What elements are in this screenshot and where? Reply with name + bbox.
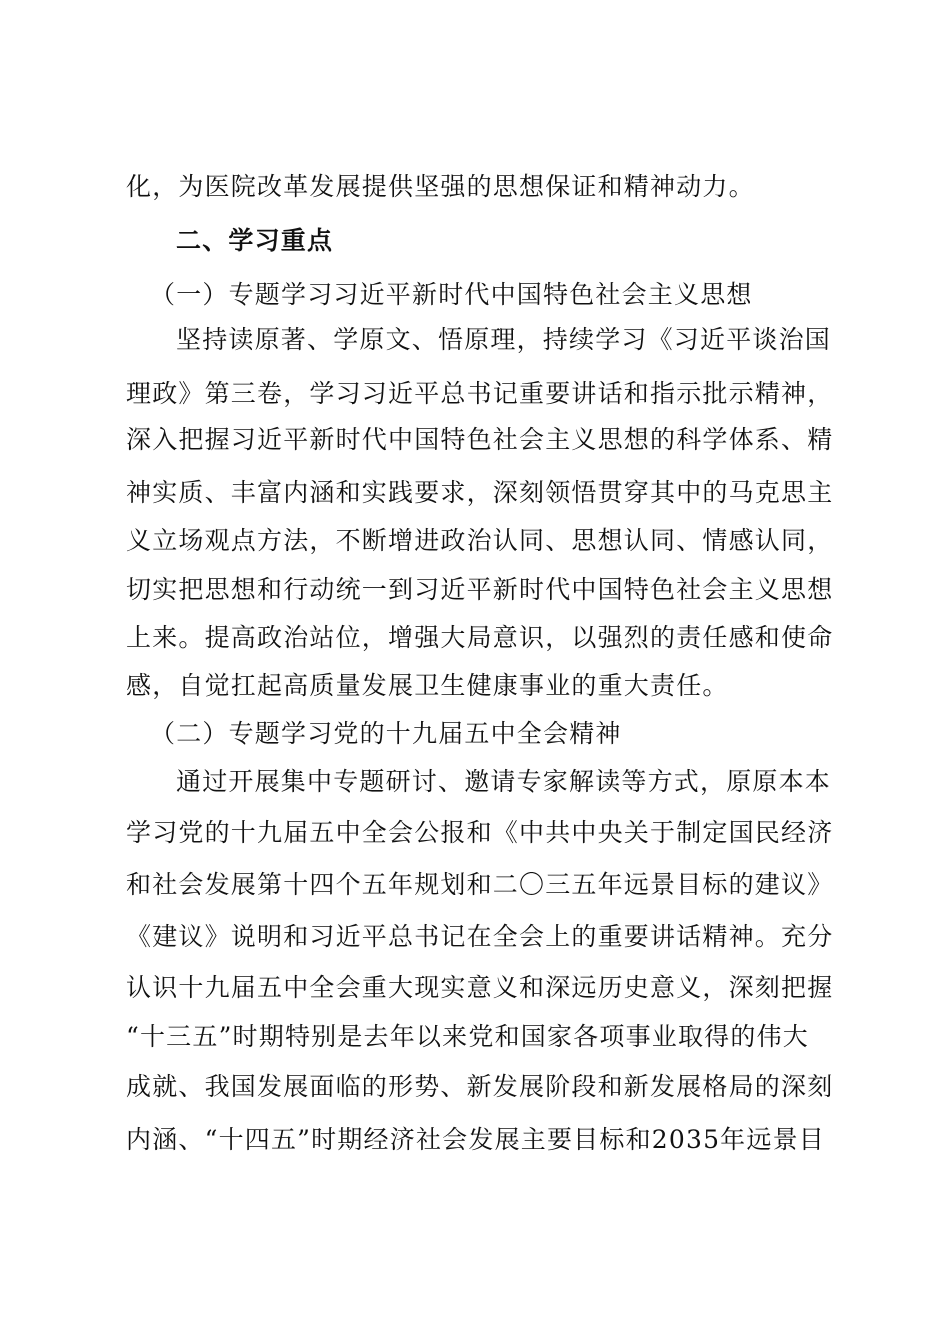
paragraph-line: 深入把握习近平新时代中国特色社会主义思想的科学体系、精 [126, 425, 834, 454]
paragraph-line: 《建议》说明和习近平总书记在全会上的重要讲话精神。充分 [126, 922, 834, 951]
paragraph-line: 通过开展集中专题研讨、邀请专家解读等方式，原原本本 [176, 767, 832, 796]
paragraph-line: 学习党的十九届五中全会公报和《中共中央关于制定国民经济 [126, 818, 834, 847]
paragraph-line: 认识十九届五中全会重大现实意义和深远历史意义，深刻把握 [126, 973, 834, 1002]
subsection-heading: （二）专题学习党的十九届五中全会精神 [150, 719, 622, 748]
paragraph-line: 内涵、“十四五”时期经济社会发展主要目标和2035年远景目 [126, 1125, 825, 1154]
paragraph-line: 义立场观点方法，不断增进政治认同、思想认同、情感认同， [126, 526, 834, 555]
paragraph-line: 化，为医院改革发展提供坚强的思想保证和精神动力。 [126, 172, 755, 201]
paragraph-line: “十三五”时期特别是去年以来党和国家各项事业取得的伟大 [126, 1022, 809, 1051]
paragraph-line: 上来。提高政治站位，增强大局意识，以强烈的责任感和使命 [126, 623, 834, 652]
paragraph-line: 理政》第三卷，学习习近平总书记重要讲话和指示批示精神， [126, 379, 834, 408]
paragraph-line: 坚持读原著、学原文、悟原理，持续学习《习近平谈治国 [176, 325, 832, 354]
section-heading: 二、学习重点 [176, 226, 334, 255]
subsection-heading: （一）专题学习习近平新时代中国特色社会主义思想 [150, 280, 753, 309]
paragraph-line: 神实质、丰富内涵和实践要求，深刻领悟贯穿其中的马克思主 [126, 478, 834, 507]
paragraph-line: 感，自觉扛起高质量发展卫生健康事业的重大责任。 [126, 671, 729, 700]
paragraph-line: 切实把思想和行动统一到习近平新时代中国特色社会主义思想 [126, 575, 834, 604]
paragraph-line: 和社会发展第十四个五年规划和二〇三五年远景目标的建议》 [126, 870, 834, 899]
paragraph-line: 成就、我国发展面临的形势、新发展阶段和新发展格局的深刻 [126, 1072, 834, 1101]
